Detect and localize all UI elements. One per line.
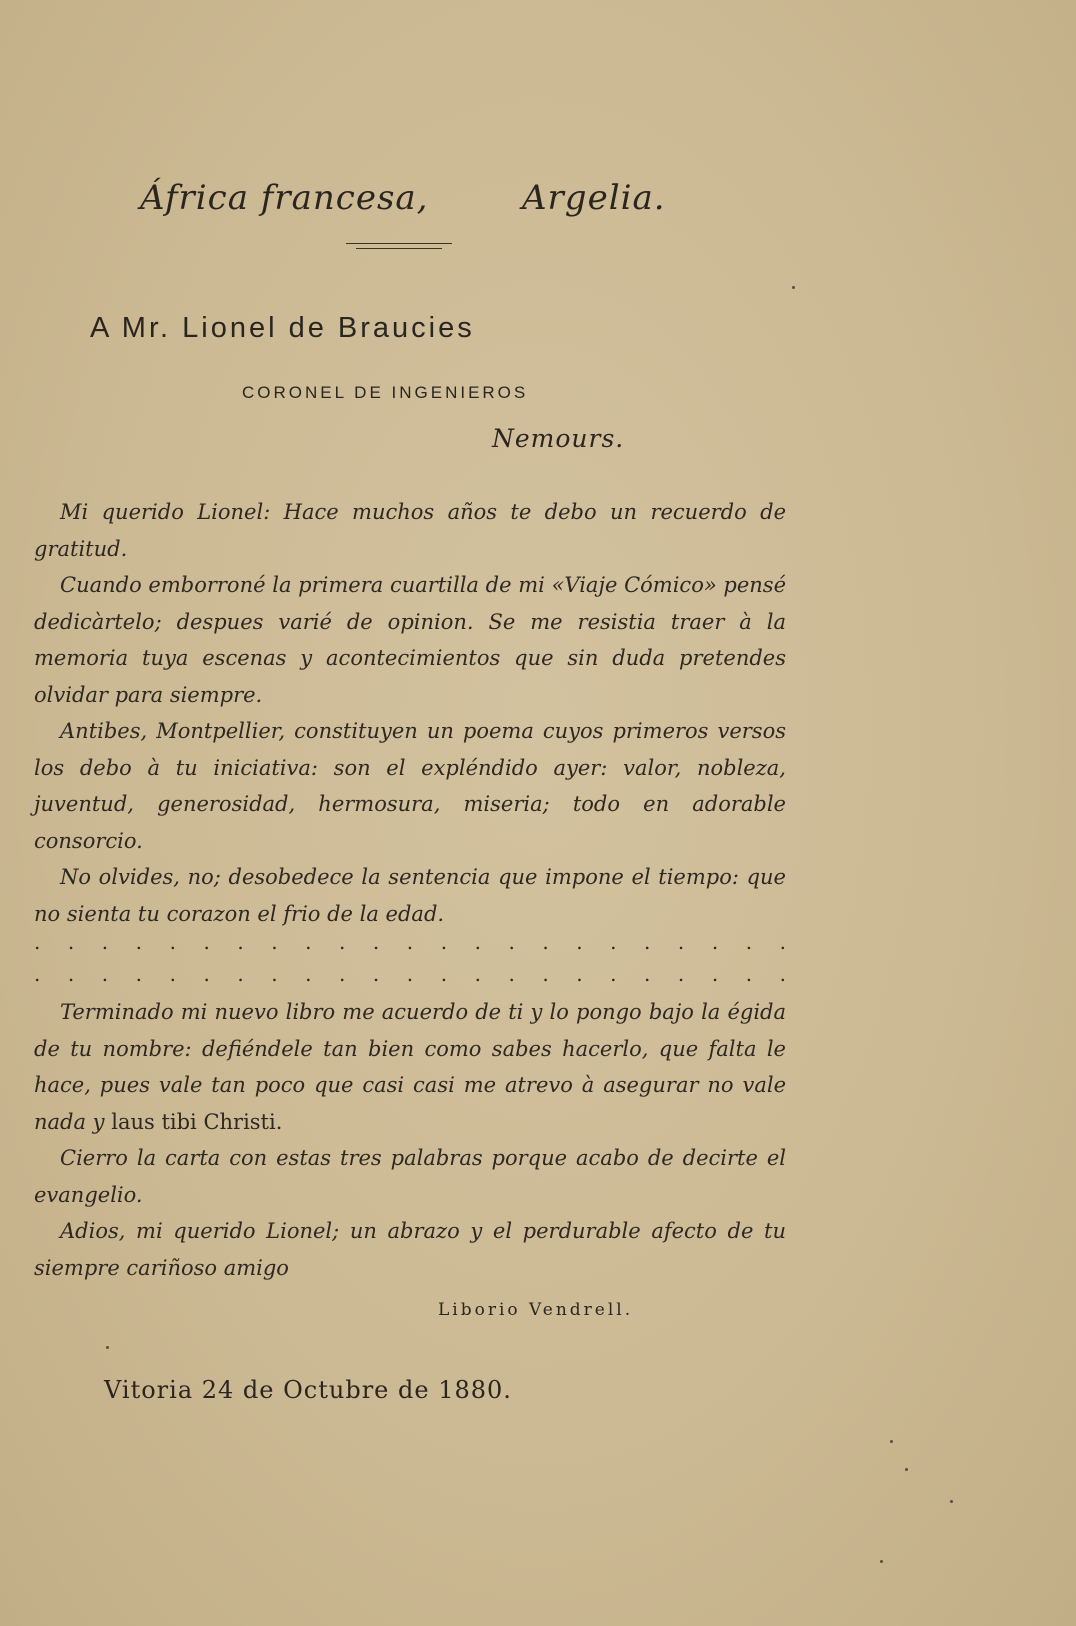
ellipsis-row: . . . . . . . . . . . . . . . . . . . . . . .: [34, 962, 786, 986]
heading-rule: [346, 243, 452, 244]
heading-left: África francesa,: [140, 178, 429, 218]
paper-speck: [880, 1560, 883, 1563]
ellipsis-row: . . . . . . . . . . . . . . . . . . . . . . .: [34, 930, 786, 954]
paper-speck: [792, 286, 795, 289]
letter-paragraph: Cuando emborroné la primera cuartilla de mi «Viaje Cómico» pensé dedicàrtelo; despues varié de opinion. Se me resistia traer à la memoria tuya escenas y acontecimientos que sin duda pretendes olvidar para siempre.: [34, 573, 786, 707]
letter-body-continued: [34, 994, 786, 1286]
dedication-place: Nemours.: [492, 424, 625, 453]
letter-body: [34, 494, 786, 932]
letter-text: Terminado mi nuevo libro me acuerdo de ti y lo pongo bajo la égida de tu nombre: defiéndele tan bien como sabes hacerlo, que falta le hace, pues vale tan poco que casi casi me atrevo à asegurar no vale nada y: [34, 1000, 786, 1134]
paper-speck: [905, 1468, 908, 1471]
letter-paragraph: Antibes, Montpellier, constituyen un poema cuyos primeros versos los debo à tu iniciativa: son el expléndido ayer: valor, nobleza, juventud, generosidad, hermosura, miseria; todo en adorable consorcio.: [34, 719, 786, 853]
letter-paragraph: Adios, mi querido Lionel; un abrazo y el perdurable afecto de tu siempre cariñoso amigo: [34, 1219, 786, 1280]
heading-right: Argelia.: [522, 178, 666, 218]
paper-speck: [950, 1500, 953, 1503]
letter-paragraph: Cierro la carta con estas tres palabras porque acabo de decirte el evangelio.: [34, 1146, 786, 1207]
letter-paragraph: [34, 994, 786, 1140]
page-heading: [0, 178, 1076, 228]
letter-text-upright: laus tibi Christi.: [111, 1109, 283, 1134]
date-line: Vitoria 24 de Octubre de 1880.: [104, 1376, 512, 1404]
dedication-line: A Mr. Lionel de Braucies: [90, 312, 475, 344]
signature: Liborio Vendrell.: [438, 1300, 634, 1320]
paper-speck: [106, 1346, 109, 1349]
paper-speck: [890, 1440, 893, 1443]
letter-paragraph: No olvides, no; desobedece la sentencia que impone el tiempo: que no sienta tu corazon el frio de la edad.: [34, 865, 786, 926]
letter-paragraph: Mi querido Lionel: Hace muchos años te debo un recuerdo de gratitud.: [34, 500, 786, 561]
heading-rule-second: [356, 248, 442, 249]
dedication-subtitle: CORONEL DE INGENIEROS: [242, 383, 529, 402]
